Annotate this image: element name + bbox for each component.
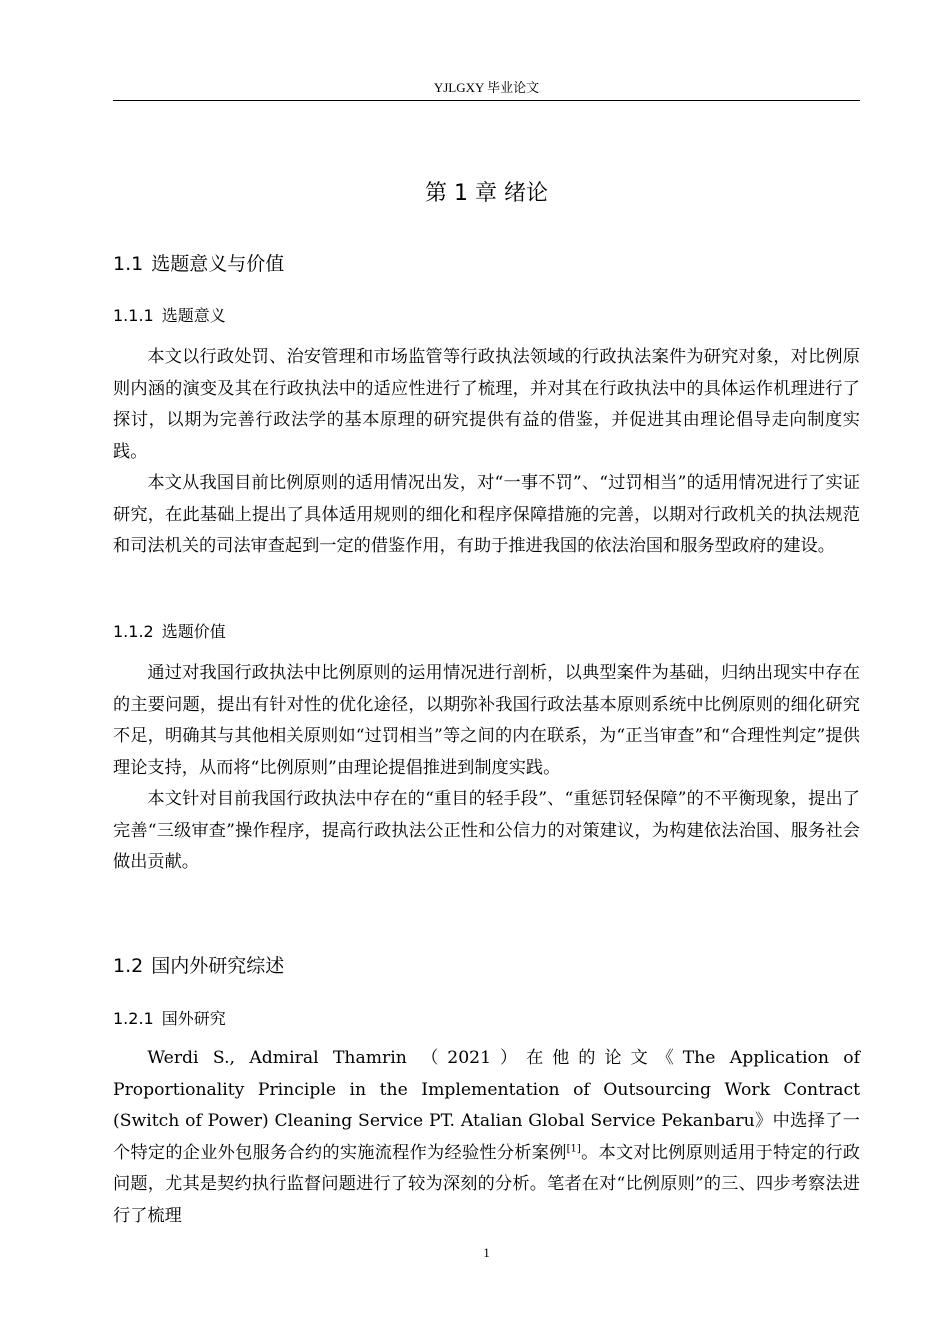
- page-number: 1: [483, 1245, 490, 1260]
- citation-marker[interactable]: [1]: [566, 1142, 581, 1154]
- body-paragraph: 通过对我国行政执法中比例原则的运用情况进行剖析，以典型案件为基础，归纳出现实中存在的主要问题，提出有针对性的优化途径，以期弥补我国行政法基本原则系统中比例原则的细化研究不足，明确其与其他相关原则如“过罚相当”等之间的内在联系，为“正当审查”和“合理性判定”提供理论支持，从而将“比例原则”由理论提倡推进到制度实践。: [113, 663, 860, 778]
- chapter-title: 第 1 章 绪论: [425, 181, 548, 206]
- section-title: 选题意义与价值: [151, 253, 285, 275]
- section-heading-1-1-2: [113, 621, 860, 643]
- section-title: 选题价值: [161, 622, 226, 641]
- body-paragraph: [113, 1043, 860, 1232]
- section-heading-1-2-1: [113, 1008, 860, 1030]
- body-paragraph: 本文以行政处罚、治安管理和市场监管等行政执法领域的行政执法案件为研究对象，对比例原则内涵的演变及其在行政执法中的适应性进行了梳理，并对其在行政执法中的具体运作机理进行了探讨，以期为完善行政法学的基本原理的研究提供有益的借鉴，并促进其由理论倡导走向制度实践。: [113, 347, 860, 462]
- section-number: 1.1.1: [113, 306, 154, 325]
- paragraph-text: Werdi S., Admiral Thamrin （2021）在他的论文《The Application of Proportionality Principle in the Implementation of Outsourcing Work Contract (Switch of Power) Cleaning Service PT. Atalian Global Service Pekanbaru》中选择了一个特定的企业外包服务合约的实施流程作为经验性分析案例: [113, 1048, 860, 1163]
- section-title: 国外研究: [161, 1009, 226, 1028]
- section-number: 1.1.2: [113, 622, 154, 641]
- section-heading-1-2: [113, 953, 860, 979]
- section-heading-1-1-1: [113, 305, 860, 327]
- header-rule: [113, 100, 860, 101]
- body-paragraph: 本文从我国目前比例原则的适用情况出发，对“一事不罚”、“过罚相当”的适用情况进行了实证研究，在此基础上提出了具体适用规则的细化和程序保障措施的完善，以期对行政机关的执法规范和司法机关的司法审查起到一定的借鉴作用，有助于推进我国的依法治国和服务型政府的建设。: [113, 473, 860, 556]
- body-paragraph: 本文针对目前我国行政执法中存在的“重目的轻手段”、“重惩罚轻保障”的不平衡现象，提出了完善“三级审查”操作程序，提高行政执法公正性和公信力的对策建议，为构建依法治国、服务社会做出贡献。: [113, 789, 860, 872]
- section-number: 1.2.1: [113, 1009, 154, 1028]
- section-number: 1.1: [113, 253, 144, 275]
- paragraph-text: 。本文对比例原则适用于特定的行政问题，尤其是契约执行监督问题进行了较为深刻的分析。笔者在对“比例原则”的三、四步考察法进行了梳理: [113, 1142, 860, 1226]
- section-title: 选题意义: [161, 306, 226, 325]
- section-title: 国内外研究综述: [151, 955, 285, 977]
- section-body-1-1-1: [113, 342, 860, 563]
- section-heading-1-1: [113, 251, 860, 277]
- section-body-1-1-2: [113, 658, 860, 879]
- running-header: YJLGXY 毕业论文: [433, 80, 540, 95]
- section-number: 1.2: [113, 955, 144, 977]
- section-body-1-2-1: [113, 1043, 860, 1232]
